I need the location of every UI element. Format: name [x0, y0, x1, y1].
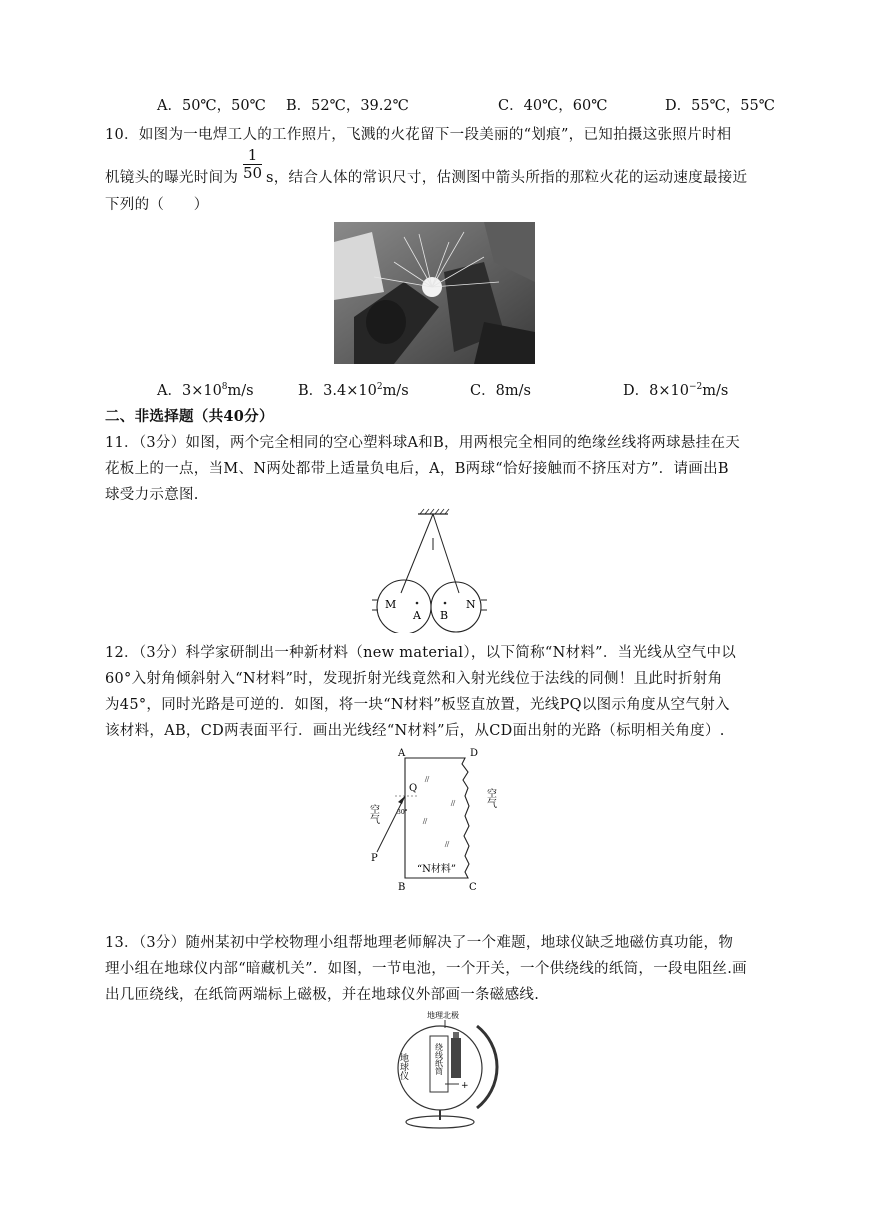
q11-label-b: B: [440, 609, 449, 622]
q10-line2-prefix: 机镜头的曝光时间为: [105, 170, 239, 186]
q12-line1: 12．（3分）科学家研制出一种新材料（new material），以下简称“N材料”．当光线从空气中以: [105, 645, 737, 661]
q13-north-pole-label: 地理北极: [427, 1011, 459, 1020]
q12-air-left: 空气: [367, 804, 379, 824]
q10-option-d-unit: m/s: [702, 383, 729, 399]
q11-line1: 11．（3分）如图，两个完全相同的空心塑料球A和B，用两根完全相同的绝缘丝线将两球悬挂在天: [105, 435, 741, 451]
q10-fraction-numerator: 1: [243, 148, 262, 165]
q11-line3: 球受力示意图.: [105, 487, 199, 503]
q12-line3: 为45°，同时光路是可逆的．如图，将一块“N材料”板竖直放置，光线PQ以图示角度从空气射入: [105, 697, 730, 713]
q10-option-b-exponent: 2: [376, 382, 383, 393]
q10-option-d: [623, 379, 728, 400]
q9-option-b: B．52℃，39.2℃: [286, 98, 409, 114]
q10-fraction-denominator: 50: [243, 164, 263, 182]
q10-option-a-unit: m/s: [227, 383, 254, 399]
q11-label-a: A: [413, 609, 421, 622]
q12-material-label: “N材料”: [417, 864, 456, 875]
q10-option-d-exponent: −2: [688, 382, 703, 393]
welder-photo: [334, 222, 535, 364]
q10-option-a-base: A．3×10: [157, 383, 222, 399]
q13-line1: 13．（3分）随州某初中学校物理小组帮地理老师解决了一个难题，地球仪缺乏地磁仿真功能，物: [105, 935, 734, 951]
q13-globe-figure: [385, 1008, 505, 1130]
q10-option-b: [298, 379, 409, 400]
q10-line3: 下列的（ ）: [105, 197, 209, 213]
q11-figure: [368, 508, 498, 633]
q9-option-c: C．40℃，60℃: [498, 98, 608, 114]
q10-option-a-exponent: 8: [221, 382, 228, 393]
q12-angle: 30°: [397, 809, 408, 816]
q12-label-b: B: [398, 882, 406, 893]
q13-line3: 出几匝绕线，在纸筒两端标上磁极，并在地球仪外部画一条磁感线.: [105, 987, 540, 1003]
q12-label-q: Q: [409, 783, 418, 794]
q12-label-c: C: [469, 882, 477, 893]
q12-figure: [365, 744, 515, 894]
q11-label-n: N: [466, 598, 476, 611]
q11-label-m: M: [385, 598, 397, 611]
q11-line2: 花板上的一点，当M、N两处都带上适量负电后，A，B两球“恰好接触而不挤压对方”．请画出B: [105, 461, 729, 477]
q10-line2-suffix: s，结合人体的常识尺寸，估测图中箭头所指的那粒火花的运动速度最接近: [266, 170, 748, 186]
q12-label-p: P: [371, 853, 378, 864]
q10-option-b-base: B．3.4×10: [298, 383, 377, 399]
q13-tube-label: 绕线纸筒: [434, 1043, 444, 1075]
q10-option-d-base: D．8×10: [623, 383, 689, 399]
section-heading: 二、非选择题（共40分）: [105, 408, 274, 425]
q10-option-b-unit: m/s: [382, 383, 409, 399]
q12-line4: 该材料，AB，CD两表面平行．画出光线经“N材料”后，从CD面出射的光路（标明相关角度）.: [105, 723, 725, 739]
q13-plus-label: +: [461, 1081, 469, 1091]
q9-option-a: A．50℃，50℃: [157, 98, 266, 114]
q13-line2: 理小组在地球仪内部“暗藏机关”．如图，一节电池，一个开关，一个供绕线的纸筒，一段电阻丝.画: [105, 961, 747, 977]
q12-label-d: D: [470, 748, 479, 759]
q10-option-c: C．8m/s: [470, 383, 531, 399]
q12-air-right: 空气: [484, 788, 496, 808]
q12-line2: 60°入射角倾斜射入“N材料”时，发现折射光线竟然和入射光线位于法线的同侧！且此时折射角: [105, 671, 723, 687]
q10-option-a: [157, 379, 254, 400]
q10-fraction: [243, 148, 262, 181]
q9-option-d: D．55℃，55℃: [665, 98, 775, 114]
q10-line1: 10．如图为一电焊工人的工作照片，飞溅的火花留下一段美丽的“划痕”，已知拍摄这张照片时相: [105, 127, 732, 143]
q13-globe-label: 地球仪: [398, 1053, 408, 1080]
q12-label-a: A: [398, 748, 406, 759]
